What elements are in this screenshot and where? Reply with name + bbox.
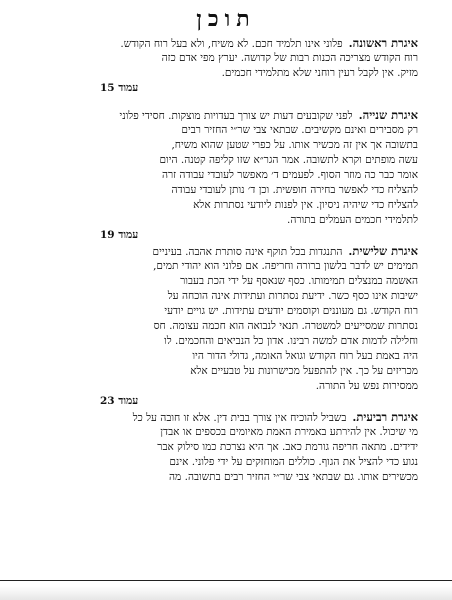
- page-title: תוכן: [196, 6, 256, 32]
- toc-entry-third-letter: [38, 244, 418, 408]
- scan-edge-shadow: [0, 586, 452, 600]
- entry-text: תמימים יש לדבר בלשון ברורה וחריפה. אם פלוני הוא יהודי תמים,: [153, 260, 418, 272]
- entry-text: רוח הקודש מצריכה הכנות רבות של קדושה. יערץ מפי אדם כזה: [161, 52, 418, 64]
- entry-text: ממסירות נפש על התורה.: [315, 380, 418, 392]
- toc-entry-second-letter: [38, 108, 418, 242]
- toc-entry-fourth-letter: [38, 410, 418, 485]
- entry-text: ידידים. מתאה חריפה גורמת כאב. אך היא נצרכת כמו סילוק אבר: [157, 441, 418, 453]
- entry-text: היה באמת בעל רוח הקודש וגואל האומה, גדולי הדור היו: [192, 350, 418, 362]
- entry-text: וחלילה לדמות אדם למשה רבינו. אדון כל הנביאים והחכמים. לו: [164, 335, 418, 347]
- page-bottom-rule: [0, 580, 452, 581]
- entry-text: רוח הקודש. גם מעוננים וקוסמים יודעים עתידות. יש גויים יודעי: [164, 305, 418, 317]
- entry-text: בתשובה אך אין זה מכשיר אותו. על כפרי שטען שהוא משיח,: [171, 139, 418, 151]
- entry-heading: איגרת רביעית.: [352, 410, 418, 424]
- entry-line: [38, 36, 418, 51]
- entry-text: פלוני אינו תלמיד חכם. לא משיח, ולא בעל רוח הקודש.: [120, 38, 343, 50]
- entry-heading: איגרת שנייה.: [358, 108, 418, 122]
- entry-text: להצליח כדי לאפשר בחירה חופשית. וכן ד׳ נותן לעובדי עבודה: [171, 184, 418, 196]
- entry-heading: איגרת שלישית.: [348, 244, 418, 258]
- page-reference: עמוד 19: [100, 229, 139, 241]
- entry-text: נגוע כדי להציל את הגוף. כוללים המוחזקים על ידי פלוני. אינם: [169, 456, 418, 468]
- entry-text: ישיבות אינו כסף כשר. ידיעת נסתרות ועתידות אינה הוכחה על: [167, 290, 418, 302]
- page-reference: עמוד 15: [100, 82, 139, 94]
- entry-text: אומר כבר כה מוזר הסוף. לפעמים ד׳ מאפשר לעובדי עבודה זרה: [161, 169, 418, 181]
- entry-line: [38, 410, 418, 425]
- entry-text: נסתרות שמסייעים למשטרה. תנאי לנבואה הוא חכמה עצומה. חס: [153, 320, 418, 332]
- entry-text: האשמה במנצלים תמימותו. כסף שנאסף על ידי הכת בעבור: [180, 275, 418, 287]
- entry-text: לתלמידי חכמים העמלים בתורה.: [286, 214, 418, 226]
- entry-text: התנגדות בכל תוקף אינה סותרת אהבה. בעיניים: [152, 246, 343, 258]
- entry-line: [38, 108, 418, 123]
- entry-text: להצליח כדי שיהיה ניסיון. אין לפנות ליודעי נסתרות אלא: [193, 199, 418, 211]
- entry-text: עשה מופתים וקרא לתשובה. אמר הגר״א שזו קליפה קטנה. היום: [159, 154, 418, 166]
- toc-entry-first-letter: [38, 36, 418, 95]
- entry-text: לפני שקובעים דעות יש צורך בעדויות מוצקות. חסידי פלוני: [119, 110, 353, 122]
- entry-text: רק מסבירים ואינם מקשיבים. שבתאי צבי שר״י החזיר רבים: [181, 124, 418, 136]
- entry-text: בשביל להוכיח אין צורך בבית דין. אלא זו חובה על כל: [132, 412, 347, 424]
- entry-heading: איגרת ראשונה.: [348, 36, 418, 50]
- page-reference: עמוד 23: [100, 395, 139, 407]
- entry-text: מכשירים אותו. גם שבתאי צבי שר״י החזיר רבים בתשובה. מה: [169, 471, 418, 483]
- entry-text: מזיק. אין לקבל רעין רוחני שלא מתלמידי חכמים.: [221, 67, 418, 79]
- entry-text: מי שיכול. אין להירתע באמירת האמת מאיומים בכספים או אבדן: [160, 426, 418, 438]
- entry-line: [38, 244, 418, 259]
- entry-text: מכריזים על כך. אין להתפעל מכישרונות על טבעיים אלא: [190, 365, 418, 377]
